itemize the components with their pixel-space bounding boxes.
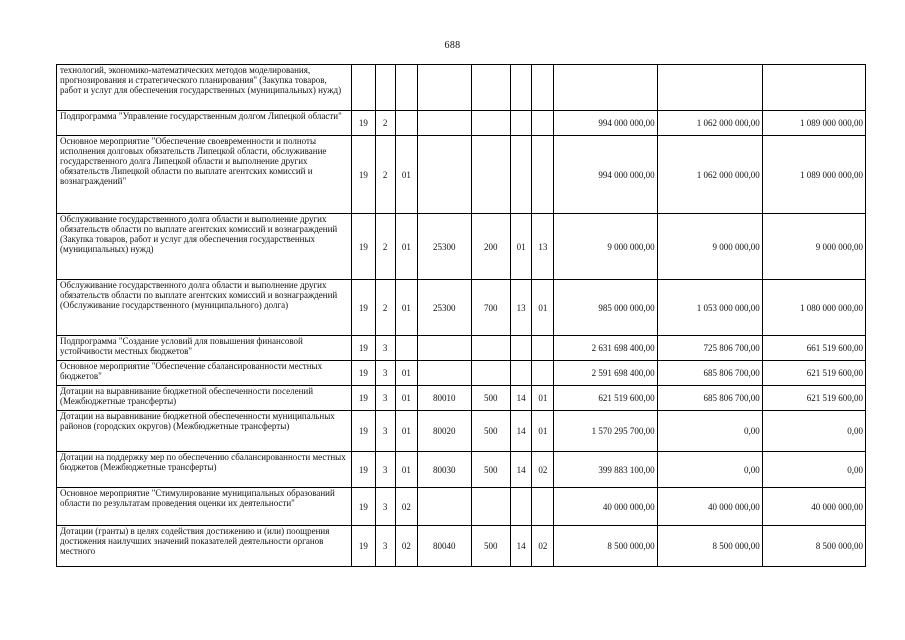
cell-subprogram: 3 (375, 336, 395, 361)
cell-main-activity: 02 (395, 526, 417, 567)
cell-subprogram: 2 (375, 214, 395, 280)
table-row (57, 65, 866, 111)
table-row (57, 526, 866, 567)
row-name: Дотации (гранты) в целях содействия достижению и (или) поощрения достижения наилучших значений показателей деятельности органов местного (57, 526, 352, 567)
cell-direction: 25300 (417, 214, 471, 280)
cell-sum-year-2: 725 806 700,00 (657, 336, 762, 361)
row-name: Подпрограмма "Создание условий для повышения финансовой устойчивости местных бюджетов" (57, 336, 352, 361)
cell-section (511, 65, 532, 111)
cell-subprogram: 3 (375, 452, 395, 488)
cell-main-activity: 01 (395, 386, 417, 411)
cell-program: 19 (352, 111, 375, 136)
cell-program: 19 (352, 336, 375, 361)
cell-direction (417, 65, 471, 111)
cell-section (511, 111, 532, 136)
cell-subprogram: 3 (375, 526, 395, 567)
cell-subsection: 01 (532, 411, 554, 452)
cell-direction (417, 488, 471, 526)
cell-sum-year-3: 1 089 000 000,00 (762, 136, 865, 214)
cell-sum-year-3: 8 500 000,00 (762, 526, 865, 567)
table-row (57, 411, 866, 452)
cell-main-activity: 01 (395, 361, 417, 386)
cell-sum-year-2: 1 062 000 000,00 (657, 136, 762, 214)
cell-sum-year-3: 9 000 000,00 (762, 214, 865, 280)
cell-section (511, 336, 532, 361)
budget-table (56, 64, 866, 567)
cell-sum-year-1: 621 519 600,00 (554, 386, 657, 411)
table-row (57, 280, 866, 336)
cell-subsection (532, 111, 554, 136)
cell-subsection: 02 (532, 526, 554, 567)
cell-program: 19 (352, 361, 375, 386)
cell-sum-year-2: 8 500 000,00 (657, 526, 762, 567)
cell-direction: 80040 (417, 526, 471, 567)
cell-sum-year-2: 1 062 000 000,00 (657, 111, 762, 136)
table-row (57, 386, 866, 411)
cell-main-activity: 01 (395, 452, 417, 488)
cell-subprogram: 3 (375, 411, 395, 452)
cell-section: 01 (511, 214, 532, 280)
cell-sum-year-2: 685 806 700,00 (657, 386, 762, 411)
cell-section: 14 (511, 386, 532, 411)
cell-sum-year-2: 0,00 (657, 411, 762, 452)
cell-sum-year-1: 399 883 100,00 (554, 452, 657, 488)
cell-program (352, 65, 375, 111)
cell-main-activity: 01 (395, 214, 417, 280)
cell-sum-year-1: 994 000 000,00 (554, 111, 657, 136)
cell-sum-year-2: 40 000 000,00 (657, 488, 762, 526)
cell-sum-year-3: 40 000 000,00 (762, 488, 865, 526)
cell-sum-year-2: 0,00 (657, 452, 762, 488)
row-name: Основное мероприятие "Обеспечение своевременности и полноты исполнения долговых обязательств Липецкой области, обслуживание государственного долга Липецкой области и выполнение других обязательств Липецкой области по выплате агентских комиссий и вознаграждений" (57, 136, 352, 214)
cell-subprogram: 2 (375, 111, 395, 136)
cell-program: 19 (352, 488, 375, 526)
row-name: Основное мероприятие "Стимулирование муниципальных образований области по результатам проведения оценки их деятельности" (57, 488, 352, 526)
row-name: Подпрограмма "Управление государственным долгом Липецкой области" (57, 111, 352, 136)
cell-expense-type: 500 (471, 411, 510, 452)
table-row (57, 214, 866, 280)
cell-direction (417, 136, 471, 214)
cell-sum-year-1: 2 631 698 400,00 (554, 336, 657, 361)
cell-sum-year-3: 1 089 000 000,00 (762, 111, 865, 136)
cell-sum-year-1: 8 500 000,00 (554, 526, 657, 567)
cell-main-activity: 02 (395, 488, 417, 526)
cell-subsection (532, 488, 554, 526)
cell-subprogram: 2 (375, 136, 395, 214)
cell-program: 19 (352, 411, 375, 452)
row-name: Дотации на поддержку мер по обеспечению сбалансированности местных бюджетов (Межбюджетные трансферты) (57, 452, 352, 488)
cell-direction: 80010 (417, 386, 471, 411)
cell-direction: 80030 (417, 452, 471, 488)
cell-main-activity: 01 (395, 280, 417, 336)
cell-subsection: 01 (532, 280, 554, 336)
cell-sum-year-3: 661 519 600,00 (762, 336, 865, 361)
cell-sum-year-2 (657, 65, 762, 111)
row-name: Дотации на выравнивание бюджетной обеспеченности поселений (Межбюджетные трансферты) (57, 386, 352, 411)
cell-section: 14 (511, 452, 532, 488)
cell-direction: 25300 (417, 280, 471, 336)
cell-program: 19 (352, 136, 375, 214)
cell-section: 13 (511, 280, 532, 336)
table-row (57, 136, 866, 214)
cell-direction (417, 361, 471, 386)
cell-section: 14 (511, 526, 532, 567)
table-row (57, 111, 866, 136)
row-name: Обслуживание государственного долга области и выполнение других обязательств области по выплате агентских комиссий и вознаграждений (Закупка товаров, работ и услуг для обеспечения государственных (муниципальных) нужд) (57, 214, 352, 280)
cell-expense-type: 500 (471, 526, 510, 567)
cell-direction (417, 111, 471, 136)
cell-sum-year-3: 621 519 600,00 (762, 386, 865, 411)
cell-main-activity: 01 (395, 136, 417, 214)
cell-expense-type (471, 111, 510, 136)
cell-sum-year-1: 985 000 000,00 (554, 280, 657, 336)
cell-sum-year-2: 1 053 000 000,00 (657, 280, 762, 336)
cell-program: 19 (352, 214, 375, 280)
cell-expense-type (471, 488, 510, 526)
page-number: 688 (444, 40, 461, 51)
cell-expense-type: 200 (471, 214, 510, 280)
cell-sum-year-3: 0,00 (762, 411, 865, 452)
cell-subsection (532, 136, 554, 214)
cell-expense-type (471, 65, 510, 111)
cell-direction (417, 336, 471, 361)
cell-section: 14 (511, 411, 532, 452)
cell-subsection (532, 336, 554, 361)
cell-sum-year-1: 9 000 000,00 (554, 214, 657, 280)
cell-expense-type: 500 (471, 386, 510, 411)
table-body (57, 65, 866, 567)
cell-subsection: 01 (532, 386, 554, 411)
cell-sum-year-1: 40 000 000,00 (554, 488, 657, 526)
cell-expense-type: 500 (471, 452, 510, 488)
cell-expense-type (471, 336, 510, 361)
cell-section (511, 136, 532, 214)
cell-direction: 80020 (417, 411, 471, 452)
cell-main-activity (395, 336, 417, 361)
row-name: Основное мероприятие "Обеспечение сбалансированности местных бюджетов" (57, 361, 352, 386)
cell-program: 19 (352, 452, 375, 488)
cell-subprogram: 3 (375, 488, 395, 526)
cell-sum-year-2: 9 000 000,00 (657, 214, 762, 280)
table-row (57, 488, 866, 526)
cell-sum-year-3: 621 519 600,00 (762, 361, 865, 386)
cell-subprogram: 2 (375, 280, 395, 336)
cell-section (511, 361, 532, 386)
cell-sum-year-2: 685 806 700,00 (657, 361, 762, 386)
table-row (57, 361, 866, 386)
cell-main-activity (395, 111, 417, 136)
cell-sum-year-3: 1 080 000 000,00 (762, 280, 865, 336)
cell-expense-type (471, 136, 510, 214)
cell-sum-year-1: 1 570 295 700,00 (554, 411, 657, 452)
row-name: Обслуживание государственного долга области и выполнение других обязательств области по выплате агентских комиссий и вознаграждений (Обслуживание государственного (муниципального) долга) (57, 280, 352, 336)
table-row (57, 452, 866, 488)
row-name: технологий, экономико-математических методов моделирования, прогнозирования и стратегического планирования" (Закупка товаров, работ и услуг для обеспечения государственных (муниципальных) нужд) (57, 65, 352, 111)
cell-sum-year-3 (762, 65, 865, 111)
cell-subsection (532, 65, 554, 111)
cell-sum-year-1 (554, 65, 657, 111)
cell-subsection (532, 361, 554, 386)
cell-expense-type (471, 361, 510, 386)
cell-program: 19 (352, 526, 375, 567)
cell-subsection: 13 (532, 214, 554, 280)
cell-subprogram (375, 65, 395, 111)
table-row (57, 336, 866, 361)
cell-subsection: 02 (532, 452, 554, 488)
cell-subprogram: 3 (375, 386, 395, 411)
cell-section (511, 488, 532, 526)
cell-program: 19 (352, 386, 375, 411)
cell-sum-year-1: 994 000 000,00 (554, 136, 657, 214)
cell-main-activity (395, 65, 417, 111)
cell-main-activity: 01 (395, 411, 417, 452)
cell-program: 19 (352, 280, 375, 336)
cell-subprogram: 3 (375, 361, 395, 386)
cell-expense-type: 700 (471, 280, 510, 336)
row-name: Дотации на выравнивание бюджетной обеспеченности муниципальных районов (городских округов) (Межбюджетные трансферты) (57, 411, 352, 452)
cell-sum-year-3: 0,00 (762, 452, 865, 488)
cell-sum-year-1: 2 591 698 400,00 (554, 361, 657, 386)
